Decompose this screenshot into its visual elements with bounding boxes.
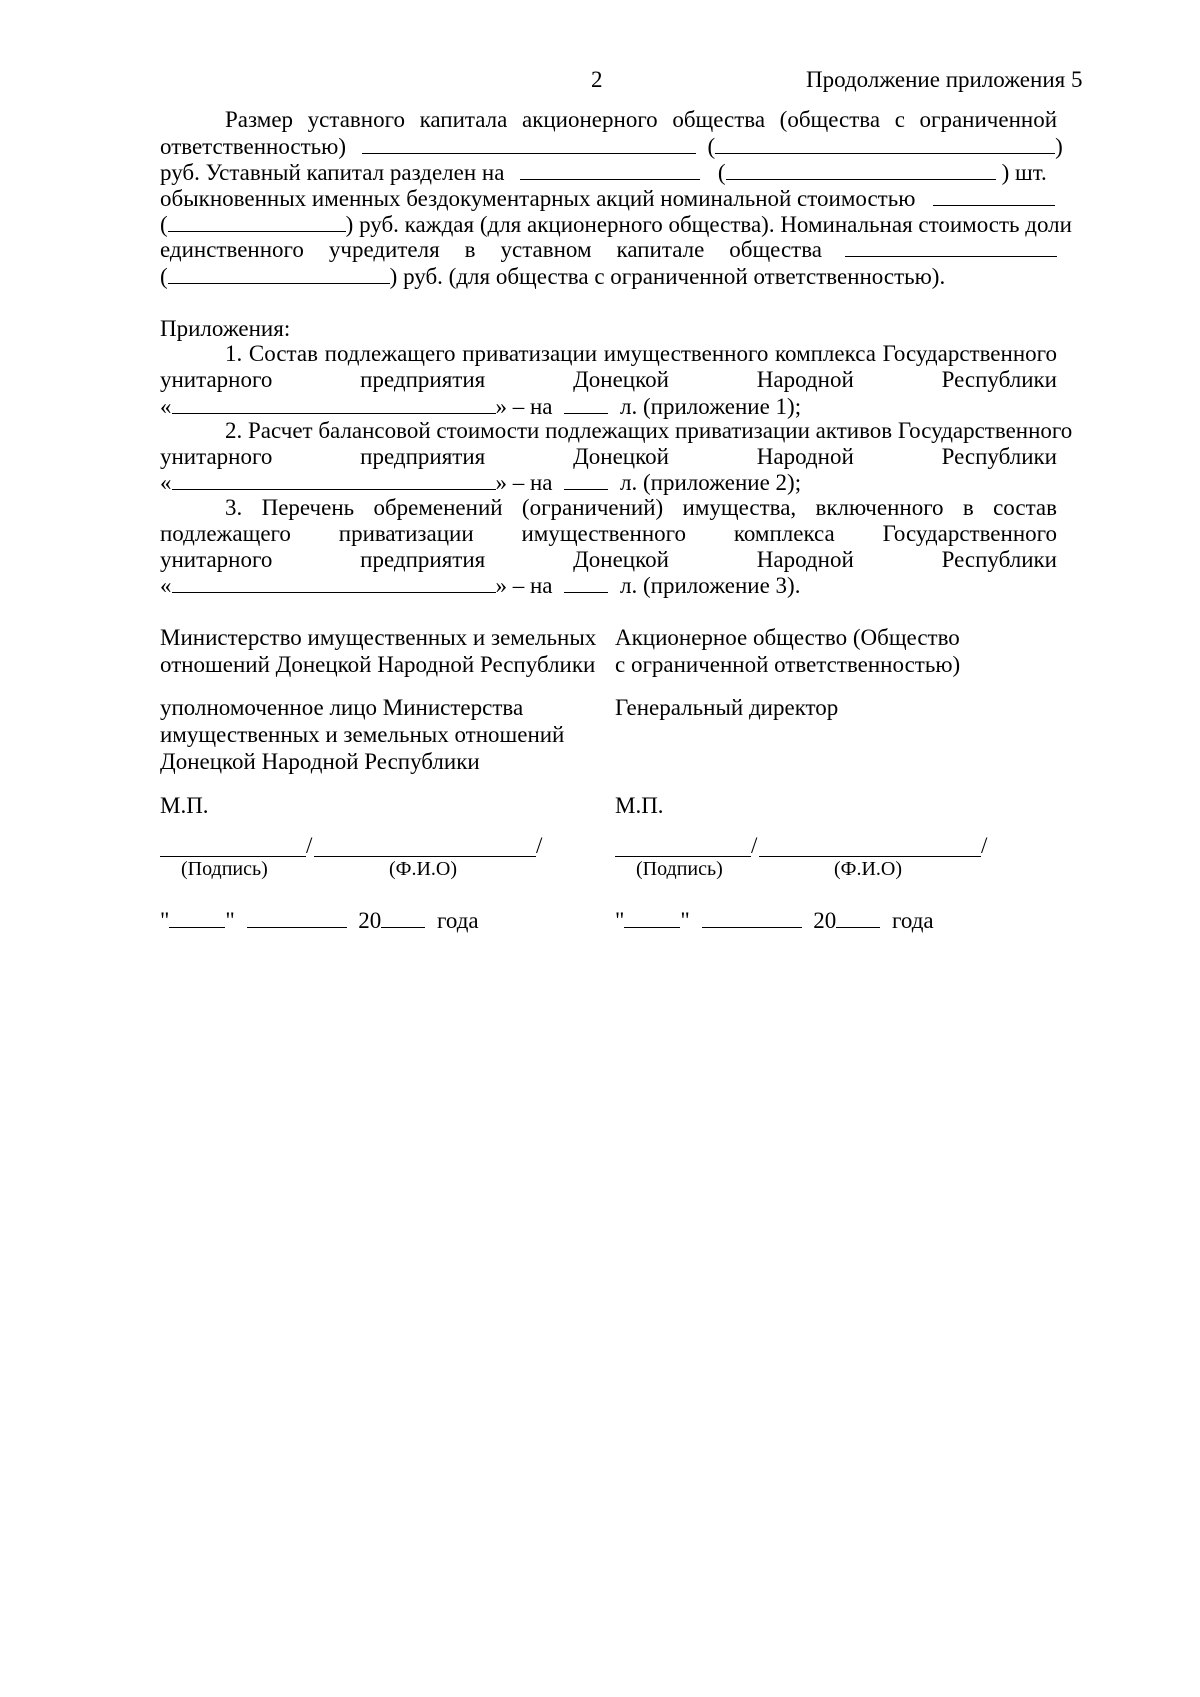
left-org-line-2: отношений Донецкой Народной Республики [160,652,596,677]
enterprise-name-blank-1[interactable] [172,392,496,414]
sheets-count-blank-2[interactable] [564,468,608,490]
left-date: " " 20 года [160,908,479,933]
left-date-day-blank[interactable] [169,906,225,928]
left-sign-caption: (Подпись) [181,858,268,880]
enterprise-name-blank-2[interactable] [172,468,496,490]
attachment-3-line-3: унитарного предприятия Донецкой Народной Республики [160,547,1057,572]
shares-count-words-blank[interactable] [726,158,996,180]
left-date-year-blank[interactable] [381,906,425,928]
continuation-note: Продолжение приложения 5 [806,67,1083,92]
left-date-month-blank[interactable] [247,906,347,928]
right-name-blank[interactable] [759,856,981,857]
nominal-value-words-blank[interactable] [168,210,346,232]
attachment-2-line-2: унитарного предприятия Донецкой Народной Республики [160,444,1057,469]
capital-line-6: единственного учредителя в уставном капитале общества [160,237,822,262]
capital-line-2: ответственностью) ( ) [160,134,1063,159]
sheets-count-blank-3[interactable] [564,571,608,593]
page-number: 2 [591,67,603,92]
capital-amount-words-blank[interactable] [715,132,1055,154]
right-org-line-1: Акционерное общество (Общество [615,625,960,650]
left-role-line-1: уполномоченное лицо Министерства [160,695,524,720]
share-value-blank[interactable] [845,256,1057,257]
attachment-3-line-1: 3. Перечень обременений (ограничений) имущества, включенного в состав [225,495,1057,520]
left-stamp-label: М.П. [160,793,209,818]
enterprise-name-blank-3[interactable] [172,571,496,593]
left-signature-blank[interactable] [160,856,306,857]
left-slash-2: / [536,833,543,858]
capital-amount-blank[interactable] [362,132,696,154]
left-slash-1: / [306,833,313,858]
right-role: Генеральный директор [615,695,839,720]
left-org-line-1: Министерство имущественных и земельных [160,625,597,650]
right-date-month-blank[interactable] [702,906,802,928]
capital-line-4: обыкновенных именных бездокументарных акций номинальной стоимостью [160,184,1060,213]
left-name-caption: (Ф.И.О) [389,858,458,880]
right-date-day-blank[interactable] [624,906,680,928]
attachment-2-line-1: 2. Расчет балансовой стоимости подлежащих приватизации активов Государственного [225,418,1073,443]
attachment-1-line-1: 1. Состав подлежащего приватизации имущественного комплекса Государственного [225,341,1057,366]
attachment-3-line-4: « » – на л. (приложение 3). [160,573,801,598]
capital-line-1: Размер уставного капитала акционерного общества (общества с ограниченной [225,107,1057,132]
right-signature-blank[interactable] [615,856,751,857]
right-date: " " 20 года [615,908,934,933]
left-role-line-2: имущественных и земельных отношений [160,722,565,747]
right-org-line-2: с ограниченной ответственностью) [615,652,961,677]
attachment-1-line-3: « » – на л. (приложение 1); [160,394,802,419]
attachment-1-line-2: унитарного предприятия Донецкой Народной Республики [160,367,1057,392]
right-name-caption: (Ф.И.О) [834,858,903,880]
attachment-2-line-3: « » – на л. (приложение 2); [160,470,802,495]
attachments-title: Приложения: [160,316,291,341]
capital-line-7: ( ) руб. (для общества с ограниченной ответственностью). [160,264,946,289]
left-name-blank[interactable] [314,856,536,857]
left-role-line-3: Донецкой Народной Республики [160,749,480,774]
capital-line-3: руб. Уставный капитал разделен на ( ) шт. [160,160,1047,185]
right-stamp-label: М.П. [615,793,664,818]
shares-count-blank[interactable] [520,158,700,180]
share-value-words-blank[interactable] [168,262,390,284]
right-date-year-blank[interactable] [836,906,880,928]
sheets-count-blank-1[interactable] [564,392,608,414]
right-sign-caption: (Подпись) [636,858,723,880]
right-slash-2: / [981,833,988,858]
capital-line-5: ( ) руб. каждая (для акционерного общества). Номинальная стоимость доли [160,212,1072,237]
nominal-value-blank[interactable] [933,184,1055,206]
attachment-3-line-2: подлежащего приватизации имущественного комплекса Государственного [160,521,1057,546]
right-slash-1: / [751,833,758,858]
